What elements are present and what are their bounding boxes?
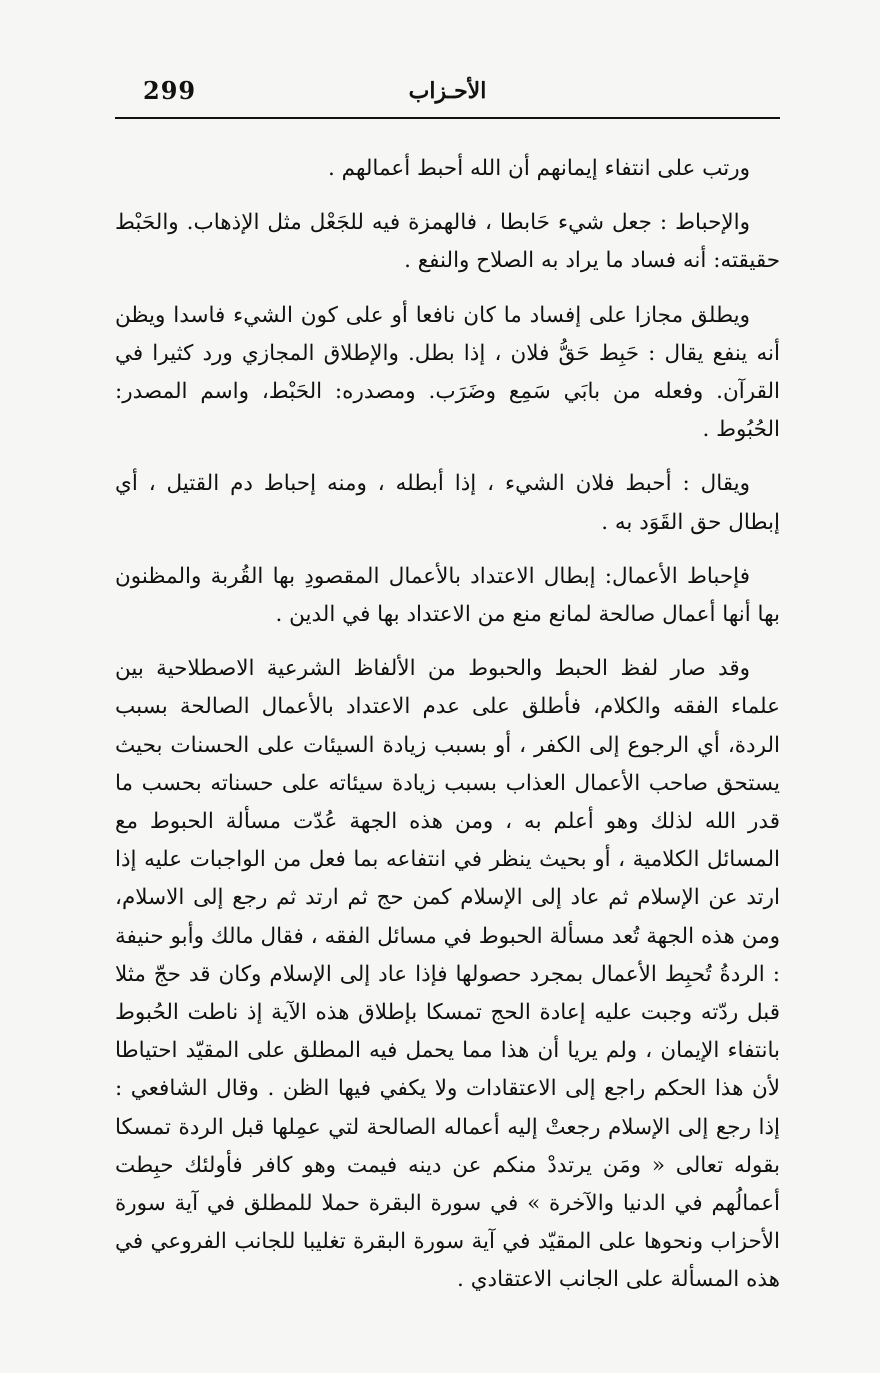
paragraph: ويطلق مجازا على إفساد ما كان نافعا أو على كون الشيء فاسدا ويظن أنه ينفع يقال : حَبِط حَقُّ فلان ، إذا بطل. والإطلاق المجازي ورد كثيرا في القرآن. وفعله من بابَي سَمِع وضَرَب. ومصدره: الحَبْط، واسم المصدر: الحُبُوط . [115, 302, 780, 443]
paragraph: والإحباط : جعل شيء حَابطا ، فالهمزة فيه للجَعْل مثل الإذهاب. والحَبْط حقيقته: أنه فساد ما يراد به الصلاح والنفع . [115, 210, 780, 274]
running-title: الأحـزاب [408, 78, 487, 104]
paragraph: فإحباط الأعمال: إبطال الاعتداد بالأعمال المقصودِ بها القُربة والمظنون بها أنها أعمال صالحة لمانع منع من الاعتداد بها في الدين . [115, 563, 780, 628]
page-header [115, 72, 780, 112]
paragraph: ورتب على انتفاء إيمانهم أن الله أحبط أعمالهم . [327, 156, 750, 181]
paragraph: وقد صار لفظ الحبط والحبوط من الألفاظ الشرعية الاصطلاحية بين علماء الفقه والكلام، فأطلق على عدم الاعتداد بالأعمال الصالحة بسبب الردة، أي الرجوع إلى الكفر ، أو بسبب زيادة السيئات على الحسنات بحيث يستحق صاحب الأعمال العذاب بسبب زيادة سيئاته على حسناته بحسب ما قدر الله لذلك وهو أعلم به ، ومن هذه الجهة عُدّت مسألة الحبوط مع المسائل الكلامية ، أو بحيث ينظر في انتفاعه بما فعل من الواجبات عليه إذا ارتد عن الإسلام ثم عاد إلى الإسلام كمن حج ثم ارتد ثم رجع إلى الاسلام، ومن هذه الجهة تُعد مسألة الحبوط في مسائل الفقه ، فقال مالك وأبو حنيفة : الردةُ تُحبِط الأعمال بمجرد حصولها فإذا عاد إلى الإسلام وكان قد حجّ مثلا قبل ردّته وجبت عليه إعادة الحج تمسكا بإطلاق هذه الآية إذ ناطت الحُبوط بانتفاء الإيمان ، ولم يريا أن هذا مما يحمل فيه المطلق على المقيّد احتياطا لأن هذا الحكم راجع إلى الاعتقادات ولا يكفي فيها الظن . وقال الشافعي : إذا رجع إلى الإسلام رجعتْ إليه أعماله الصالحة لتي عمِلها قبل الردة تمسكا بقوله تعالى « ومَن يرتددْ منكم عن دينه فيمت وهو كافر فأولئك حبِطت أعمالُهم في الدنيا والآخرة » في سورة البقرة حملا للمطلق في آية سورة الأحزاب ونحوها على المقيّد في آية سورة البقرة تغليبا للجانب الفروعي في هذه المسألة على الجانب الاعتقادي . [115, 656, 780, 1293]
paragraph: ويقال : أحبط فلان الشيء ، إذا أبطله ، ومنه إحباط دم القتيل ، أي إبطال حق القَوَد به . [115, 471, 780, 535]
page-number: 299 [143, 76, 197, 105]
page-body [115, 150, 780, 1316]
header-rule [115, 117, 780, 119]
